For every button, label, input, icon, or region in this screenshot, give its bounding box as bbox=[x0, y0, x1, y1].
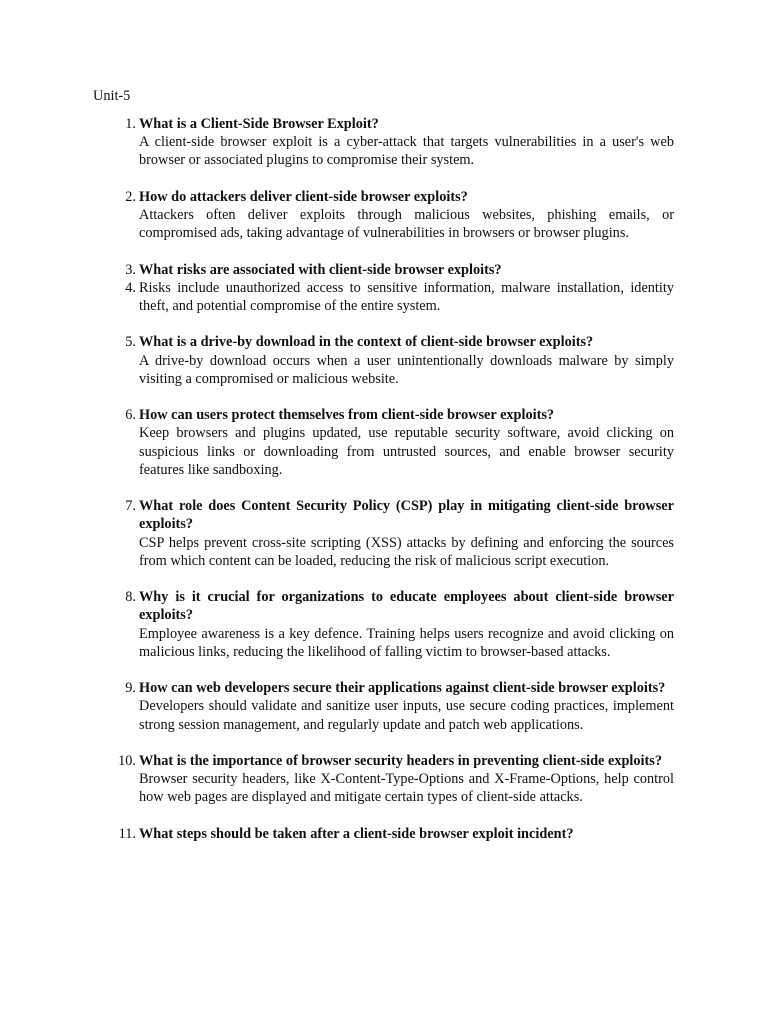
item-number: 7. bbox=[125, 498, 136, 515]
question: What is a drive-by download in the context of client-side browser exploits? bbox=[139, 334, 594, 351]
item-number: 10. bbox=[118, 752, 136, 769]
item-number: 11. bbox=[118, 825, 136, 842]
qa-item-5 bbox=[0, 333, 768, 388]
item-number: 8. bbox=[125, 589, 136, 606]
question: How do attackers deliver client-side browser exploits? bbox=[139, 188, 468, 205]
question: How can web developers secure their applications against client-side browser exploits? bbox=[139, 680, 666, 697]
answer: CSP helps prevent cross-site scripting (XSS) attacks by defining and enforcing the sources from which content can be loaded, reducing the risk of malicious script execution. bbox=[139, 534, 674, 569]
unit-title: Unit-5 bbox=[93, 88, 131, 104]
answer: Employee awareness is a key defence. Training helps users recognize and avoid clicking on malicious links, reducing the likelihood of falling victim to browser-based attacks. bbox=[139, 625, 674, 660]
item-number: 1. bbox=[125, 116, 136, 132]
item-number: 3. bbox=[125, 261, 136, 278]
item-number: 9. bbox=[125, 680, 136, 697]
answer: A client-side browser exploit is a cyber-attack that targets vulnerabilities in a user's web browser or associated plugins to compromise their system. bbox=[139, 134, 674, 169]
qa-item-11 bbox=[0, 825, 768, 843]
question: What role does Content Security Policy (CSP) play in mitigating client-side browser exploits? bbox=[139, 498, 674, 533]
qa-item-1 bbox=[0, 115, 768, 170]
answer: Browser security headers, like X-Content-Type-Options and X-Frame-Options, help control how web pages are displayed and mitigate certain types of client-side attacks. bbox=[139, 771, 674, 806]
item-number: 2. bbox=[125, 188, 136, 205]
qa-item-6 bbox=[0, 406, 768, 479]
item-number: 4. bbox=[125, 279, 136, 296]
question: What is the importance of browser security headers in preventing client-side exploits? bbox=[139, 752, 662, 769]
answer: Developers should validate and sanitize user inputs, use secure coding practices, implement strong session management, and regularly update and patch web applications. bbox=[139, 698, 674, 733]
qa-item-2 bbox=[0, 188, 768, 243]
qa-item-3 bbox=[0, 261, 768, 279]
qa-item-10 bbox=[0, 752, 768, 807]
answer: Attackers often deliver exploits through malicious websites, phishing emails, or compromised ads, taking advantage of vulnerabilities in browsers or browser plugins. bbox=[139, 207, 674, 242]
question: What steps should be taken after a client-side browser exploit incident? bbox=[139, 825, 574, 842]
qa-item-8 bbox=[0, 588, 768, 661]
question: What is a Client-Side Browser Exploit? bbox=[139, 116, 379, 132]
question: What risks are associated with client-side browser exploits? bbox=[139, 261, 502, 278]
item-number: 5. bbox=[125, 334, 136, 351]
item-number: 6. bbox=[125, 407, 136, 424]
qa-list bbox=[0, 115, 768, 843]
answer: Risks include unauthorized access to sensitive information, malware installation, identity theft, and potential compromise of the entire system. bbox=[139, 279, 674, 314]
qa-item-4 bbox=[0, 279, 768, 315]
answer: A drive-by download occurs when a user unintentionally downloads malware by simply visiting a compromised or malicious website. bbox=[139, 352, 674, 387]
qa-item-7 bbox=[0, 497, 768, 570]
question: How can users protect themselves from client-side browser exploits? bbox=[139, 407, 555, 424]
question: Why is it crucial for organizations to educate employees about client-side browser exploits? bbox=[139, 589, 674, 624]
answer: Keep browsers and plugins updated, use reputable security software, avoid clicking on suspicious links or downloading from untrusted sources, and enable browser security features like sandboxing. bbox=[139, 425, 674, 478]
qa-item-9 bbox=[0, 679, 768, 734]
